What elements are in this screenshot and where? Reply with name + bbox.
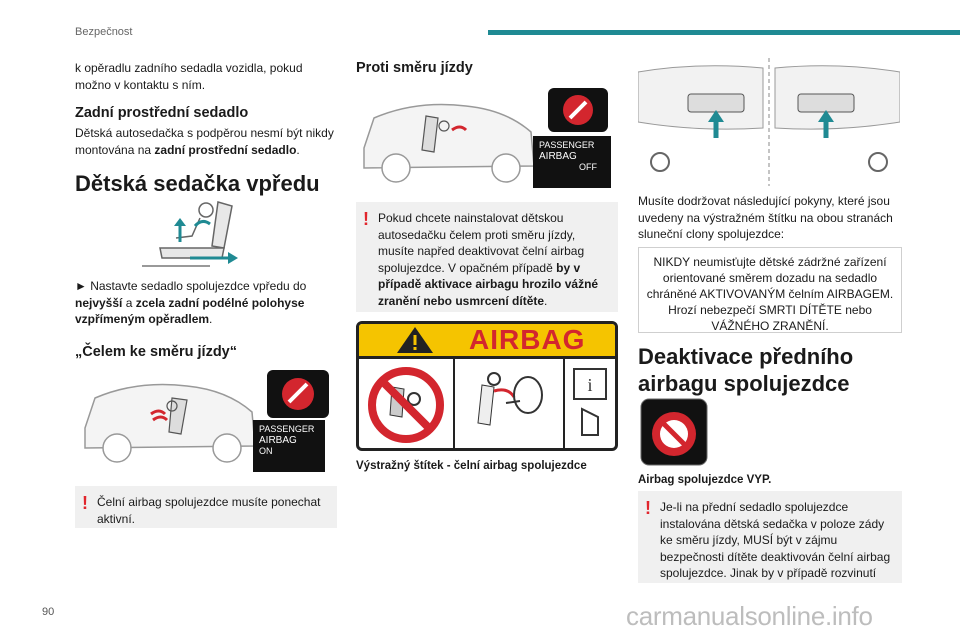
- warning-rearward: [356, 202, 618, 312]
- column-2: [356, 60, 618, 76]
- read-manual-icon: [568, 365, 612, 445]
- passenger-airbag-on-label: [253, 420, 325, 472]
- heading-deactivate-airbag: Deaktivace předního airbagu spolujezdce: [638, 344, 854, 396]
- column-1-lower: [75, 278, 337, 360]
- column-3: [638, 193, 900, 243]
- label-off-state: OFF: [579, 162, 597, 172]
- sun-visor-illustration: [638, 58, 900, 186]
- bullet-text-c: a: [122, 295, 136, 310]
- page-number: 90: [42, 606, 55, 618]
- bullet-text-d: zcela zadní podélné polohyse vzpřímeným opěradlem: [75, 295, 305, 326]
- sun-visor-warning-box: NIKDY neumisťujte dětské zádržné zařízení orientované směrem dozadu na sedadlo chráněné AKTIVOVANÝM čelním AIRBAGEM. Hrozí nebezpečí SMRTI DÍTĚTE nebo VÁŽNÉHO ZRANĚNÍ.: [638, 247, 902, 333]
- heading-rear-middle: Zadní prostřední sedadlo: [75, 105, 249, 121]
- rear-middle-text: [75, 125, 337, 158]
- seat-adjust-illustration: [140, 196, 245, 271]
- airbag-off-caption: Airbag spolujezdce VYP.: [638, 474, 772, 486]
- warning-deactivate: [638, 491, 902, 583]
- warning-icon: !: [82, 493, 88, 513]
- steering-wheel-icon: [869, 153, 887, 171]
- warning-icon: !: [363, 209, 369, 229]
- column-3-lower: [638, 343, 900, 397]
- bullet-text-a: ► Nastavte sedadlo spolujezdce vpředu do: [75, 279, 307, 293]
- section-title: Bezpečnost: [75, 26, 133, 38]
- airbag-warning-label: [356, 321, 618, 451]
- warning-icon: !: [645, 498, 651, 518]
- warning-forward-text: Čelní airbag spolujezdce musíte ponechat aktivní.: [97, 495, 321, 526]
- sun-visor-text: Musíte dodržovat následující pokyny, které jsou uvedeny na výstražném štítku na obou stranách sluneční clony spolujezdce:: [638, 194, 893, 241]
- label-off-line1: PASSENGER: [539, 140, 595, 150]
- heading-front-seat: Dětská sedačka vpředu: [75, 171, 320, 196]
- rear-middle-text-a: Dětská autosedačka s podpěrou nesmí být nikdy montována na: [75, 126, 334, 157]
- label-off-line2: AIRBAG: [539, 151, 577, 162]
- no-child-seat-icon: [366, 365, 446, 445]
- bullet-instruction: [75, 278, 337, 328]
- airbag-deploy-icon: [464, 365, 554, 445]
- bullet-text-e: .: [209, 312, 213, 326]
- warning-forward: [75, 486, 337, 528]
- warning-triangle-icon: [395, 325, 435, 355]
- label-on-line1: PASSENGER: [259, 424, 315, 434]
- rear-middle-text-bold: zadní prostřední sedadlo: [154, 142, 297, 157]
- heading-rear-facing: Proti směru jízdy: [356, 60, 473, 76]
- warning-deactivate-text: Je-li na přední sedadlo spolujezdce instalována dětská sedačka v poloze zády ke směru jízdy, MUSÍ být v zájmu bezpečnosti dítěte deaktivován čelní airbag spolujezdce. Jinak by v případě rozvinutí: [660, 500, 891, 580]
- warning-rearward-text-b: by v případě aktivace airbagu hrozilo vážné zranění nebo usmrcení dítěte: [378, 260, 599, 308]
- airbag-label-title: AIRBAG: [469, 324, 586, 355]
- steering-wheel-icon: [651, 153, 669, 171]
- svg-text:i: i: [587, 375, 593, 395]
- column-1: [75, 60, 337, 197]
- watermark: carmanualsonline.info: [626, 601, 873, 631]
- warning-rearward-text-c: .: [544, 293, 548, 308]
- airbag-label-caption: Výstražný štítek - čelní airbag spolujezdce: [356, 460, 587, 472]
- intro-text: k opěradlu zadního sedadla vozidla, pokud možno v kontaktu s ním.: [75, 61, 303, 92]
- label-on-line2: AIRBAG: [259, 435, 297, 446]
- passenger-airbag-off-label: [533, 136, 611, 188]
- heading-forward-facing: „Čelem ke směru jízdy“: [75, 343, 237, 360]
- header-rule: [488, 30, 960, 35]
- bullet-text-b: nejvyšší: [75, 295, 123, 310]
- airbag-off-indicator: [640, 398, 708, 466]
- label-on-state: ON: [259, 446, 273, 456]
- rear-middle-text-c: .: [296, 142, 300, 157]
- warning-rearward-text-a: Pokud chcete nainstalovat dětskou autosedačku čelem proti směru jízdy, musíte napřed deaktivovat čelní airbag spolujezdce. V opačném případě: [378, 211, 585, 275]
